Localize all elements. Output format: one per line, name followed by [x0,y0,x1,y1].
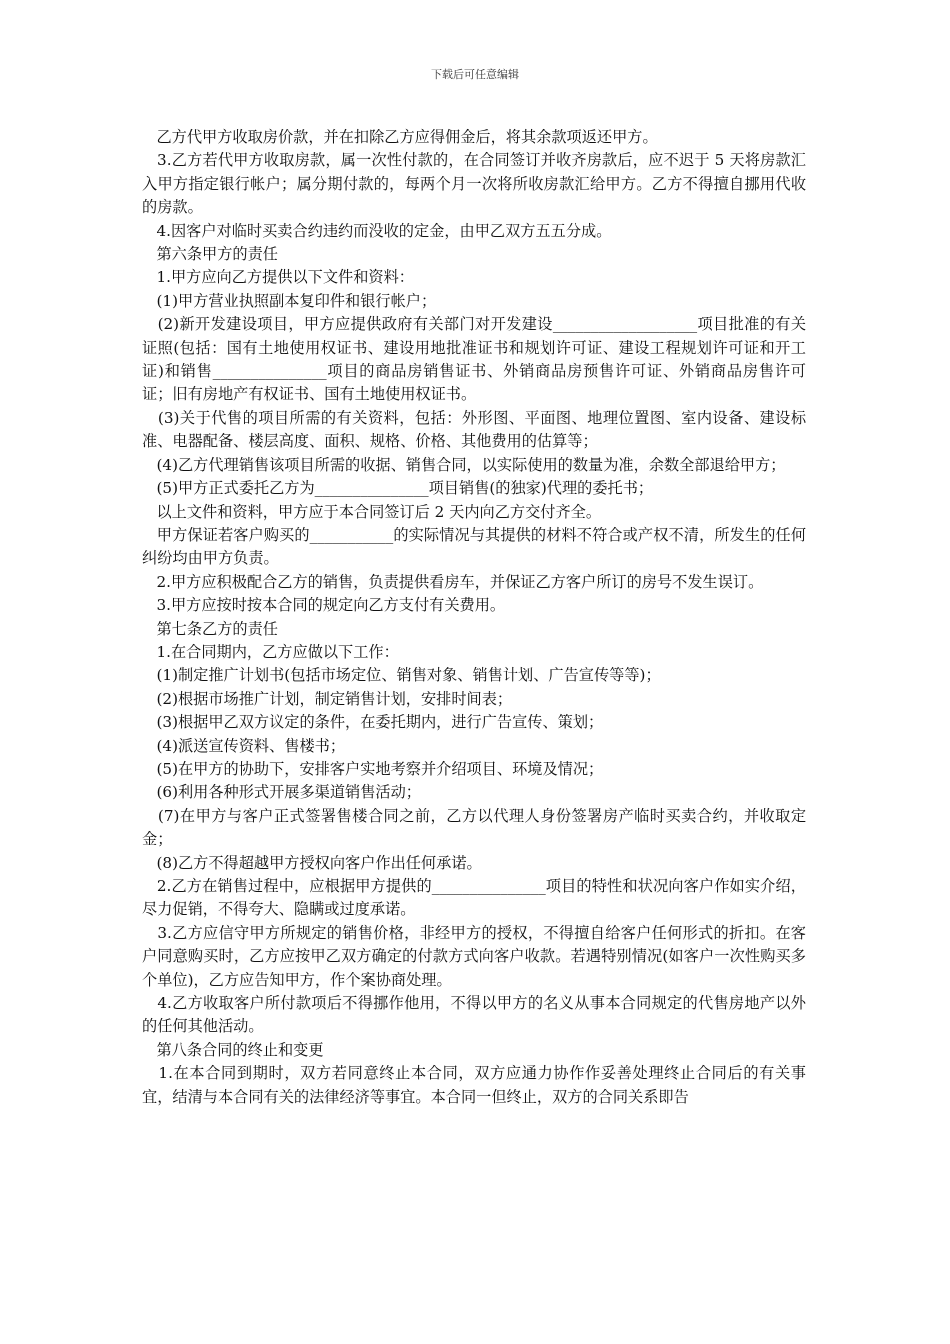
paragraph: 4.因客户对临时买卖合约违约而没收的定金，由甲乙双方五五分成。 [142,221,612,240]
paragraph: 1.甲方应向乙方提供以下文件和资料： [142,268,414,287]
paragraph: (8)乙方不得超越甲方授权向客户作出任何承诺。 [142,853,482,872]
paragraph: (1)制定推广计划书(包括市场定位、销售对象、销售计划、广告宣传等等)； [142,666,661,685]
paragraph: (7)在甲方与客户正式签署售楼合同之前，乙方以代理人身份签署房产临时买卖合约，并收取定金； [142,806,807,849]
paragraph: (2)根据市场推广计划，制定销售计划，安排时间表； [142,689,513,708]
paragraph: 1.在本合同到期时，双方若同意终止本合同，双方应通力协作作妥善处理终止合同后的有关事宜，结清与本合同有关的法律经济等事宜。本合同一但终止，双方的合同关系即告 [142,1064,806,1106]
paragraph: 3.乙方应信守甲方所规定的销售价格，非经甲方的授权，不得擅自给客户任何形式的折扣。在客户同意购买时，乙方应按甲乙双方确定的付款方式向客户收款。若遇特别情况(如客户一次性购买多个单位)，乙方应告知甲方，作个案协商处理。 [142,923,806,989]
paragraph: 第七条乙方的责任 [142,619,278,638]
paragraph: 乙方代甲方收取房价款，并在扣除乙方应得佣金后，将其余款项返还甲方。 [142,128,658,146]
paragraph: (4)派送宣传资料、售楼书； [142,736,346,755]
paragraph: 第八条合同的终止和变更 [142,1040,324,1059]
paragraph: 3.乙方若代甲方收取房款，属一次性付款的，在合同签订并收齐房款后，应不迟于 5 天将房款汇入甲方指定银行帐户；属分期付款的，每两个月一次将所收房款汇给甲方。乙方不得擅自挪用代收的房款。 [142,151,806,217]
paragraph: (6)利用各种形式开展多渠道销售活动； [142,783,421,802]
paragraph: (2)新开发建设项目，甲方应提供政府有关部门对开发建设___________________项目批准的有关证照(包括：国有土地使用权证书、建设用地批准证书和规划许可证、建设工程规划许可证和开工证)和销售_______________项目的商品房销售证书、外销商品房预售许可证、外销商品房售许可证；旧有房地产有权证书、国有土地使用权证书。 [142,315,807,404]
paragraph: 3.甲方应按时按本合同的规定向乙方支付有关费用。 [142,596,506,615]
paragraph: 2.甲方应积极配合乙方的销售，负责提供看房车，并保证乙方客户所订的房号不发生误订。 [142,572,764,591]
paragraph: (5)甲方正式委托乙方为_______________项目销售(的独家)代理的委托书； [142,479,654,498]
paragraph: (3)关于代售的项目所需的有关资料，包括：外形图、平面图、地理位置图、室内设备、建设标准、电器配备、楼层高度、面积、规格、价格、其他费用的估算等； [142,408,807,451]
page-header: 下载后可任意编辑 [431,68,519,81]
paragraph: 1.在合同期内，乙方应做以下工作： [142,642,399,661]
document-body [142,126,806,1109]
paragraph: (4)乙方代理销售该项目所需的收据、销售合同，以实际使用的数量为准，余数全部退给甲方； [142,455,786,474]
paragraph: (1)甲方营业执照副本复印件和银行帐户； [142,291,437,310]
paragraph: (3)根据甲乙双方议定的条件，在委托期内，进行广告宣传、策划； [142,713,604,732]
paragraph: 第六条甲方的责任 [142,245,278,264]
paragraph: 4.乙方收取客户所付款项后不得挪作他用，不得以甲方的名义从事本合同规定的代售房地产以外的任何其他活动。 [142,994,806,1036]
paragraph: 2.乙方在销售过程中，应根据甲方提供的_______________项目的特性和状况向客户作如实介绍，尽力促销，不得夸大、隐瞒或过度承诺。 [142,877,806,919]
paragraph: 甲方保证若客户购买的___________的实际情况与其提供的材料不符合或产权不清，所发生的任何纠纷均由甲方负责。 [142,525,807,568]
paragraph: 以上文件和资料，甲方应于本合同签订后 2 天内向乙方交付齐全。 [142,502,602,521]
paragraph: (5)在甲方的协助下，安排客户实地考察并介绍项目、环境及情况； [142,759,604,778]
